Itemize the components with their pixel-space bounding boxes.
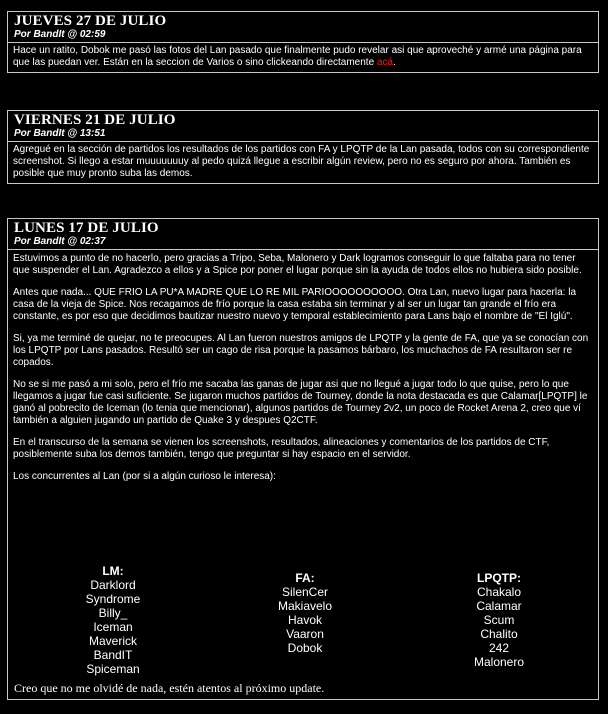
post-paragraph: Si, ya me terminé de quejar, no te preocupes. Al Lan fueron nuestros amigos de LPQTP y la gente de FA, que ya se conocían con los LPQTP por Lans pasados. Resultó ser un cago de risa porque la pasamos bárbaro, los muchachos de FA resultaron ser re copados. <box>13 333 589 368</box>
team-member: Billy_ <box>98 606 128 620</box>
news-post <box>7 110 599 184</box>
team-list-lm <box>80 564 146 676</box>
team-member: Syndrome <box>85 592 141 606</box>
post-title: VIERNES 21 DE JULIO <box>14 112 176 128</box>
post-paragraph: En el transcurso de la semana se vienen los screenshots, resultados, alineaciones y comentarios de los partidos de CTF, posiblemente suba los demos también, tengo que preguntar si hay espacio en el servidor. <box>13 437 550 460</box>
post-title: JUEVES 27 DE JULIO <box>14 13 167 29</box>
team-member: Chakalo <box>476 585 522 599</box>
closing-line: Creo que no me olvidé de nada, estén atentos al próximo update. <box>14 681 325 695</box>
post-text: Agregué en la sección de partidos los resultados de los partidos con FA y LPQTP de la Lan pasada, todos con su correspondiente screenshot. Si llego a estar muuuuuuuy al pedo quizá llegue a escribir algún review, pero no es seguro por ahora. También es posible que muy pronto suba las demos. <box>13 144 590 179</box>
post-body <box>7 43 599 73</box>
post-text: Hace un ratito, Dobok me pasó las fotos del Lan pasado que finalmente pudo revelar asi que aproveché y armé una página para que las puedan ver. Están en la seccion de Varios o sino clickeando directamente <box>13 45 582 68</box>
team-member: 242 <box>488 641 510 655</box>
team-member: Darklord <box>90 578 136 592</box>
team-name: LM: <box>102 564 124 578</box>
team-member: SilenCer <box>281 585 329 599</box>
team-list-fa <box>268 571 342 655</box>
post-title: LUNES 17 DE JULIO <box>14 220 159 236</box>
post-header <box>7 11 599 43</box>
news-post <box>7 11 599 73</box>
post-body <box>7 142 599 184</box>
post-paragraph: Estuvimos a punto de no hacerlo, pero gracias a Tripo, Seba, Malonero y Dark logramos conseguir lo que faltaba para no tener que suspender el Lan. Agradezco a ellos y a Spice por poner el lugar porque sin la ayuda de todos ellos no hubiera sido posible. <box>13 253 582 276</box>
post-body <box>7 250 599 700</box>
post-paragraph: No se si me pasó a mi solo, pero el frío me sacaba las ganas de jugar asi que no llegué a jugar todo lo que quise, pero lo que llegamos a jugar fue casi suficiente. Se jugaron muchos partidos de Tourney, donde la nota destacada es que Calamar[LPQTP] le ganó al pobrecito de Iceman (lo tenia que mencionar), algunos partidos de Tourney 2v2, un poco de Rocket Arena 2, creo que ví también a alguien jugando un partido de Quake 3 y despues Q2CTF. <box>13 379 588 426</box>
team-member: Dobok <box>287 641 323 655</box>
team-member: Scum <box>483 613 515 627</box>
news-post <box>7 218 599 707</box>
team-member: Iceman <box>93 620 133 634</box>
team-list-lpqtp <box>464 571 534 669</box>
team-member: Maverick <box>88 634 137 648</box>
team-member: Makiavelo <box>277 599 333 613</box>
team-name: FA: <box>295 571 315 585</box>
team-member: Chalito <box>480 627 518 641</box>
team-member: BandIT <box>93 648 133 662</box>
post-author: Por BandIt @ 02:37 <box>14 236 106 247</box>
photos-link[interactable]: acá <box>376 57 394 68</box>
post-header <box>7 218 599 250</box>
post-author: Por BandIt @ 02:59 <box>14 29 106 40</box>
post-paragraph: Los concurrentes al Lan (por si a algún curioso le interesa): <box>13 471 276 482</box>
post-paragraph: Antes que nada... QUE FRIO LA PU*A MADRE QUE LO RE MIL PARIOOOOOOOOOO. Otra Lan, nuevo lugar para hacerla: la casa de la vieja de Spice. Nos recagamos de frío porque la casa estaba sin terminar y al ser un lugar tan grande el frío era constante, es por eso que decidimos bautizar nuestro nuevo y temporal establecimiento para Lans bajo el nombre de "El Iglú". <box>13 287 577 322</box>
team-member: Calamar <box>476 599 522 613</box>
team-member: Spiceman <box>86 662 140 676</box>
team-member: Havok <box>287 613 322 627</box>
team-member: Vaaron <box>286 627 324 641</box>
team-name: LPQTP: <box>477 571 521 585</box>
team-member: Malonero <box>473 655 525 669</box>
post-header <box>7 110 599 142</box>
post-text-end: . <box>393 57 396 68</box>
post-author: Por BandIt @ 13:51 <box>14 128 106 139</box>
